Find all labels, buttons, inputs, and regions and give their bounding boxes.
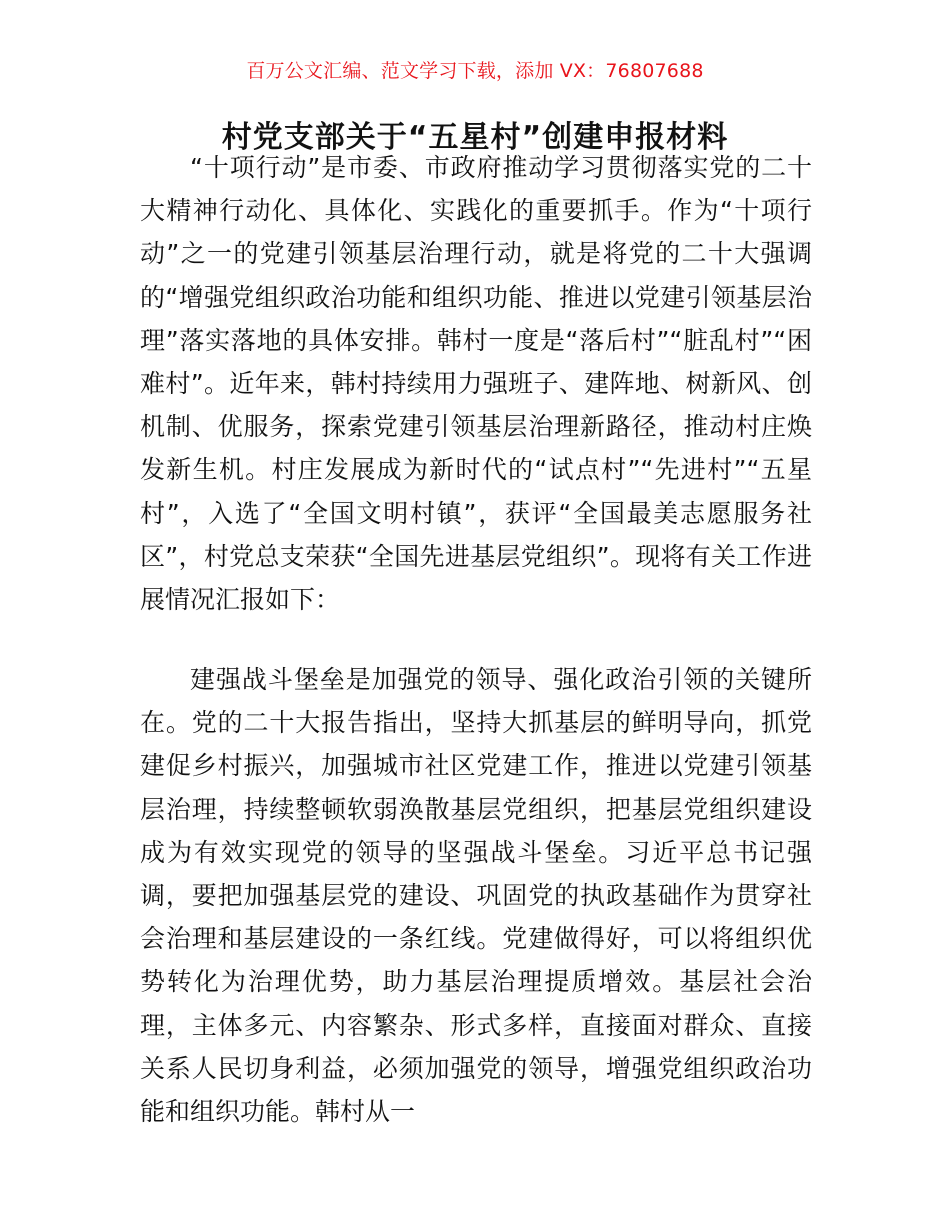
watermark-header: 百万公文汇编、范文学习下载，添加 VX：76807688 bbox=[246, 60, 704, 82]
paragraph-intro: “十项行动”是市委、市政府推动学习贯彻落实党的二十大精神行动化、具体化、实践化的重要抓手。作为“十项行动”之一的党建引领基层治理行动，就是将党的二十大强调的“增强党组织政治功能和组织功能、推进以党建引领基层治理”落实落地的具体安排。韩村一度是“落后村”“脏乱村”“困难村”。近年来，韩村持续用力强班子、建阵地、树新风、创机制、优服务，探索党建引领基层治理新路径，推动村庄焕发新生机。村庄发展成为新时代的“试点村”“先进村”“五星村”，入选了“全国文明村镇”，获评“全国最美志愿服务社区”，村党总支荣获“全国先进基层党组织”。现将有关工作进展情况汇报如下： bbox=[140, 153, 812, 615]
document-title: 村党支部关于“五星村”创建申报材料 bbox=[221, 120, 729, 155]
paragraph-fortress: 建强战斗堡垒是加强党的领导、强化政治引领的关键所在。党的二十大报告指出，坚持大抓基层的鲜明导向，抓党建促乡村振兴，加强城市社区党建工作，推进以党建引领基层治理，持续整顿软弱涣散基层党组织，把基层党组织建设成为有效实现党的领导的坚强战斗堡垒。习近平总书记强调，要把加强基层党的建设、巩固党的执政基础作为贯穿社会治理和基层建设的一条红线。党建做得好，可以将组织优势转化为治理优势，助力基层治理提质增效。基层社会治理，主体多元、内容繁杂、形式多样，直接面对群众、直接关系人民切身利益，必须加强党的领导，增强党组织政治功能和组织功能。韩村从一 bbox=[140, 665, 812, 1127]
